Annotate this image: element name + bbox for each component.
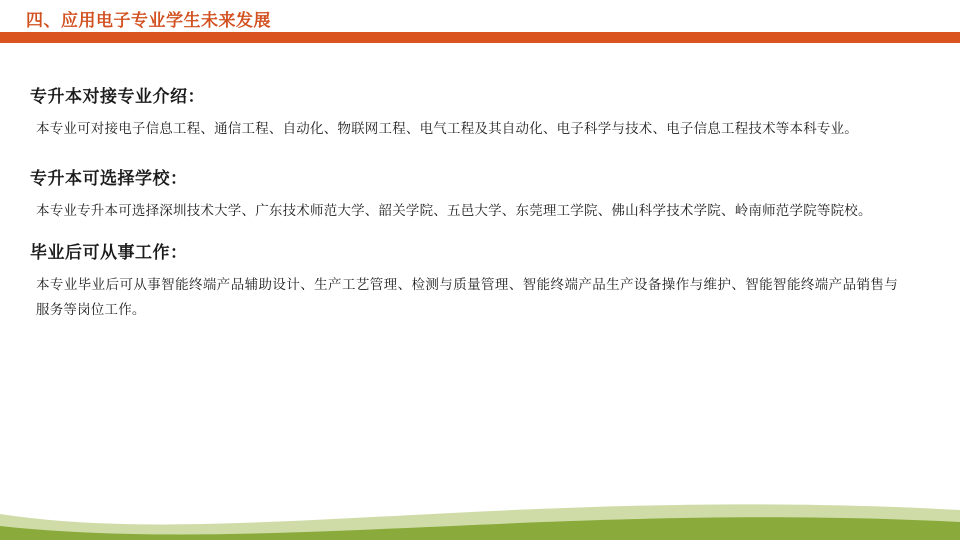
section-transfer-majors xyxy=(0,82,960,142)
section-career-options xyxy=(0,238,960,323)
footer-decoration xyxy=(0,480,960,540)
slide-header xyxy=(0,0,960,44)
section-body: 本专业专升本可选择深圳技术大学、广东技术师范大学、韶关学院、五邑大学、东莞理工学院、佛山科学技术学院、岭南师范学院等院校。 xyxy=(36,202,872,218)
spacer xyxy=(0,146,960,164)
header-accent-bar xyxy=(0,32,960,43)
section-heading: 毕业后可从事工作： xyxy=(30,242,188,262)
section-heading: 专升本可选择学校： xyxy=(30,168,188,188)
section-body: 本专业毕业后可从事智能终端产品辅助设计、生产工艺管理、检测与质量管理、智能终端产品生产设备操作与维护、智能智能终端产品销售与服务等岗位工作。 xyxy=(36,276,898,317)
section-body: 本专业可对接电子信息工程、通信工程、自动化、物联网工程、电气工程及其自动化、电子科学与技术、电子信息工程技术等本科专业。 xyxy=(36,121,858,136)
section-transfer-schools xyxy=(0,164,960,224)
wave-graphic xyxy=(0,480,960,540)
spacer xyxy=(0,228,960,238)
slide-content xyxy=(0,82,960,327)
section-heading: 专升本对接专业介绍： xyxy=(30,87,205,106)
page-title: 四、应用电子专业学生未来发展 xyxy=(26,11,271,30)
